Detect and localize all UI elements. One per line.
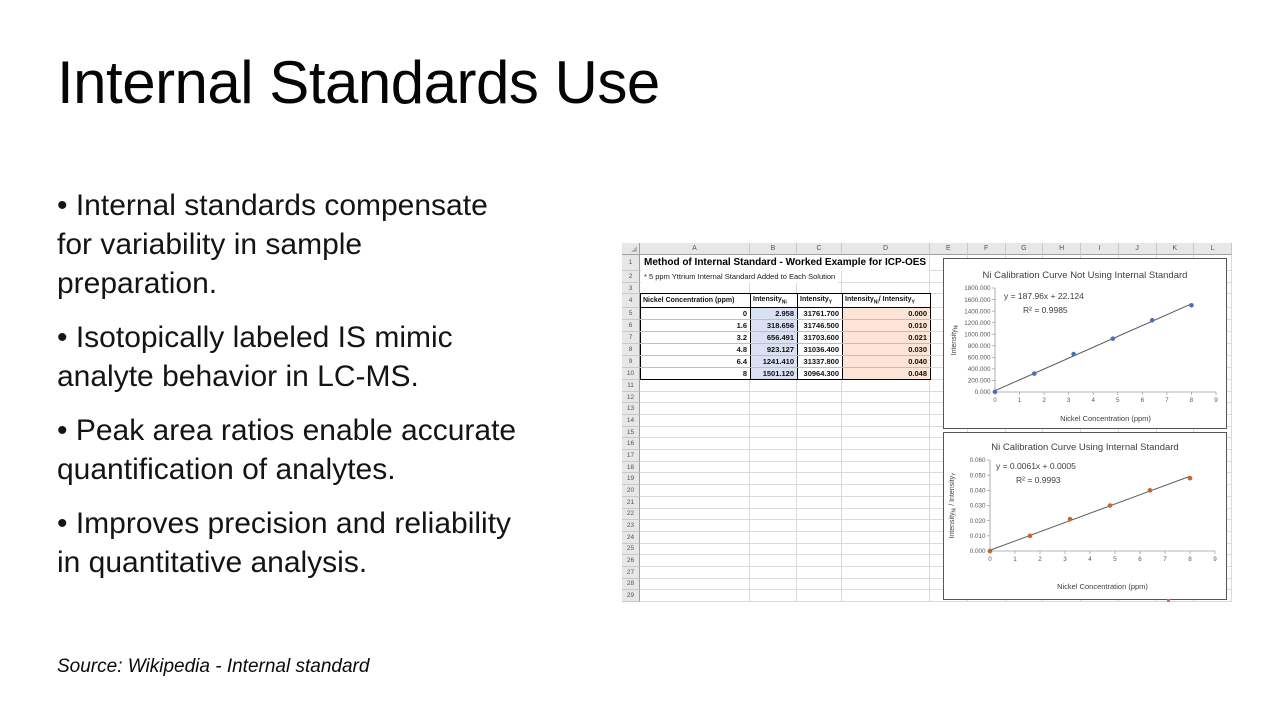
svg-text:0.030: 0.030 bbox=[969, 502, 986, 510]
column-header: K bbox=[1157, 243, 1195, 255]
svg-text:0.040: 0.040 bbox=[969, 487, 986, 495]
table-row bbox=[641, 368, 931, 380]
svg-text:4: 4 bbox=[1091, 397, 1095, 404]
row-header: 3 bbox=[622, 283, 640, 294]
svg-text:1400.000: 1400.000 bbox=[964, 308, 991, 316]
svg-text:2: 2 bbox=[1042, 397, 1046, 404]
table-cell: 31703.600 bbox=[798, 332, 843, 344]
svg-text:Ni Calibration Curve Using Int: Ni Calibration Curve Using Internal Standard bbox=[991, 442, 1179, 453]
table-cell: 0 bbox=[641, 308, 751, 320]
svg-text:Nickel Concentration (ppm): Nickel Concentration (ppm) bbox=[1060, 414, 1151, 423]
scatter-chart-svg bbox=[944, 433, 1226, 599]
table-header-cell: Intensity$_{Ni}$/ Intensity$_Y$ bbox=[843, 294, 931, 308]
row-header: 12 bbox=[622, 392, 640, 404]
bullet-item bbox=[57, 504, 516, 582]
svg-text:600.000: 600.000 bbox=[967, 354, 991, 362]
table-cell: 1501.120 bbox=[751, 368, 798, 380]
table-cell: 31036.400 bbox=[798, 344, 843, 356]
svg-text:1000.000: 1000.000 bbox=[964, 331, 991, 339]
table-cell: 0.048 bbox=[843, 368, 931, 380]
row-header: 24 bbox=[622, 532, 640, 544]
table-cell: 3.2 bbox=[641, 332, 751, 344]
svg-text:800.000: 800.000 bbox=[967, 342, 991, 350]
chart-not-using-internal-standard bbox=[943, 258, 1227, 429]
bullet-line: analyte behavior in LC-MS. bbox=[57, 360, 419, 393]
table-row bbox=[641, 320, 931, 332]
svg-text:9: 9 bbox=[1213, 556, 1217, 563]
row-header: 4 bbox=[622, 294, 640, 308]
scatter-chart-svg bbox=[944, 259, 1226, 428]
table-cell: 0.000 bbox=[843, 308, 931, 320]
column-header: C bbox=[797, 243, 842, 255]
bullet-line: in quantitative analysis. bbox=[57, 546, 368, 579]
sheet-select-all-corner bbox=[622, 243, 640, 255]
row-header: 28 bbox=[622, 579, 640, 591]
svg-text:0.010: 0.010 bbox=[969, 533, 986, 541]
row-header: 6 bbox=[622, 320, 640, 332]
bullet-line: • Internal standards compensate bbox=[57, 189, 488, 222]
svg-text:R² = 0.9985: R² = 0.9985 bbox=[1023, 305, 1068, 315]
svg-text:9: 9 bbox=[1214, 397, 1218, 404]
svg-text:3: 3 bbox=[1063, 556, 1067, 563]
data-point bbox=[1188, 476, 1193, 481]
row-header: 9 bbox=[622, 356, 640, 368]
svg-text:6: 6 bbox=[1138, 556, 1142, 563]
table-cell: 31761.700 bbox=[798, 308, 843, 320]
row-header: 19 bbox=[622, 473, 640, 485]
row-header: 7 bbox=[622, 332, 640, 344]
calibration-data-table bbox=[640, 293, 931, 380]
svg-text:1600.000: 1600.000 bbox=[964, 296, 991, 304]
svg-text:Nickel Concentration (ppm): Nickel Concentration (ppm) bbox=[1057, 582, 1148, 591]
row-header: 16 bbox=[622, 438, 640, 450]
row-header: 13 bbox=[622, 403, 640, 415]
svg-text:0.050: 0.050 bbox=[969, 472, 986, 480]
svg-text:0: 0 bbox=[993, 397, 997, 404]
svg-text:400.000: 400.000 bbox=[967, 366, 991, 374]
column-header: F bbox=[968, 243, 1006, 255]
table-header-cell: Intensity$_{Ni}$ bbox=[751, 294, 798, 308]
sheet-note-cell: * 5 ppm Yttrium Internal Standard Added to Each Solution bbox=[641, 271, 838, 283]
svg-text:0.000: 0.000 bbox=[974, 389, 991, 397]
table-header-cell: Intensity$_Y$ bbox=[798, 294, 843, 308]
data-point bbox=[1032, 371, 1037, 376]
svg-text:2: 2 bbox=[1038, 556, 1042, 563]
bullet-line: • Isotopically labeled IS mimic bbox=[57, 321, 453, 354]
row-header: 1 bbox=[622, 255, 640, 271]
data-point bbox=[1068, 517, 1073, 522]
table-cell: 1.6 bbox=[641, 320, 751, 332]
table-row bbox=[641, 344, 931, 356]
column-header: D bbox=[842, 243, 930, 255]
column-header: L bbox=[1194, 243, 1232, 255]
svg-text:1200.000: 1200.000 bbox=[964, 319, 991, 327]
table-cell: 6.4 bbox=[641, 356, 751, 368]
svg-text:3: 3 bbox=[1066, 397, 1071, 404]
column-header: E bbox=[930, 243, 968, 255]
column-header: B bbox=[750, 243, 797, 255]
data-point bbox=[993, 390, 998, 395]
table-cell: 656.491 bbox=[751, 332, 798, 344]
row-header: 14 bbox=[622, 415, 640, 427]
table-cell: 0.021 bbox=[843, 332, 931, 344]
row-header: 8 bbox=[622, 344, 640, 356]
table-cell: 2.958 bbox=[751, 308, 798, 320]
bullet-line: • Improves precision and reliability bbox=[57, 507, 512, 540]
bullet-line: quantification of analytes. bbox=[57, 453, 396, 486]
row-header: 2 bbox=[622, 271, 640, 283]
table-cell: 0.040 bbox=[843, 356, 931, 368]
bullet-item bbox=[57, 186, 516, 303]
data-point bbox=[1150, 318, 1155, 323]
data-point bbox=[1148, 488, 1153, 493]
svg-text:0.020: 0.020 bbox=[969, 517, 986, 525]
column-header: A bbox=[640, 243, 750, 255]
column-header: H bbox=[1043, 243, 1081, 255]
svg-text:6: 6 bbox=[1140, 397, 1145, 404]
svg-text:5: 5 bbox=[1116, 397, 1120, 404]
table-cell: 318.656 bbox=[751, 320, 798, 332]
source-citation: Source: Wikipedia - Internal standard bbox=[57, 656, 370, 677]
table-cell: 0.030 bbox=[843, 344, 931, 356]
svg-text:0.060: 0.060 bbox=[969, 457, 986, 465]
data-point bbox=[1111, 336, 1116, 341]
row-header: 17 bbox=[622, 450, 640, 462]
row-header: 20 bbox=[622, 485, 640, 497]
svg-text:0.000: 0.000 bbox=[969, 548, 986, 556]
svg-text:1: 1 bbox=[1017, 397, 1022, 404]
svg-text:IntensityNi / IntensityY: Intensity$_{Ni}$ / Intensity$_Y$ bbox=[949, 472, 958, 539]
bullet-line: for variability in sample bbox=[57, 228, 363, 261]
svg-text:200.000: 200.000 bbox=[967, 377, 991, 385]
svg-text:1800.000: 1800.000 bbox=[964, 285, 991, 293]
svg-text:y = 0.0061x + 0.0005: y = 0.0061x + 0.0005 bbox=[996, 461, 1076, 471]
column-header: G bbox=[1006, 243, 1044, 255]
red-artifact-dot bbox=[1167, 599, 1170, 602]
svg-text:5: 5 bbox=[1113, 556, 1117, 563]
table-row bbox=[641, 356, 931, 368]
table-cell: 4.8 bbox=[641, 344, 751, 356]
svg-text:8: 8 bbox=[1189, 397, 1194, 404]
table-cell: 0.010 bbox=[843, 320, 931, 332]
column-header: I bbox=[1081, 243, 1119, 255]
row-header: 29 bbox=[622, 590, 640, 602]
table-cell: 1241.410 bbox=[751, 356, 798, 368]
data-point bbox=[1108, 503, 1113, 508]
row-header: 23 bbox=[622, 520, 640, 532]
row-header: 5 bbox=[622, 308, 640, 320]
table-row bbox=[641, 332, 931, 344]
spreadsheet-screenshot bbox=[622, 243, 1232, 602]
table-row bbox=[641, 308, 931, 320]
svg-text:IntensityNi: Intensity$_{Ni}$ bbox=[951, 324, 960, 356]
bullet-list bbox=[57, 186, 516, 597]
row-header: 18 bbox=[622, 462, 640, 474]
data-point bbox=[1028, 534, 1033, 539]
slide-title: Internal Standards Use bbox=[57, 49, 660, 116]
data-point bbox=[988, 549, 993, 554]
row-header: 15 bbox=[622, 427, 640, 439]
svg-text:8: 8 bbox=[1188, 556, 1192, 563]
svg-text:R² = 0.9993: R² = 0.9993 bbox=[1016, 475, 1061, 485]
data-point bbox=[1189, 303, 1194, 308]
table-header-cell: Nickel Concentration (ppm) bbox=[641, 294, 751, 308]
chart-using-internal-standard bbox=[943, 432, 1227, 600]
table-cell: 8 bbox=[641, 368, 751, 380]
bullet-line: preparation. bbox=[57, 267, 218, 300]
svg-text:4: 4 bbox=[1088, 556, 1092, 563]
svg-text:y = 187.96x + 22.124: y = 187.96x + 22.124 bbox=[1004, 291, 1084, 301]
row-header: 10 bbox=[622, 368, 640, 380]
row-header: 26 bbox=[622, 555, 640, 567]
svg-text:1: 1 bbox=[1013, 556, 1017, 563]
svg-text:7: 7 bbox=[1163, 556, 1167, 563]
table-cell: 31337.800 bbox=[798, 356, 843, 368]
bullet-item bbox=[57, 318, 516, 396]
row-header: 21 bbox=[622, 497, 640, 509]
row-header: 22 bbox=[622, 509, 640, 521]
table-cell: 923.127 bbox=[751, 344, 798, 356]
svg-text:7: 7 bbox=[1165, 397, 1169, 404]
table-cell: 30964.300 bbox=[798, 368, 843, 380]
bullet-line: • Peak area ratios enable accurate bbox=[57, 414, 517, 447]
row-header: 25 bbox=[622, 544, 640, 556]
bullet-item bbox=[57, 411, 516, 489]
svg-text:Ni Calibration Curve Not Using: Ni Calibration Curve Not Using Internal Standard bbox=[982, 270, 1188, 281]
data-point bbox=[1071, 352, 1076, 357]
table-cell: 31746.500 bbox=[798, 320, 843, 332]
row-header: 27 bbox=[622, 567, 640, 579]
svg-text:0: 0 bbox=[988, 556, 992, 563]
row-header: 11 bbox=[622, 380, 640, 392]
column-header: J bbox=[1119, 243, 1157, 255]
sheet-title-cell: Method of Internal Standard - Worked Example for ICP-OES bbox=[641, 255, 929, 271]
